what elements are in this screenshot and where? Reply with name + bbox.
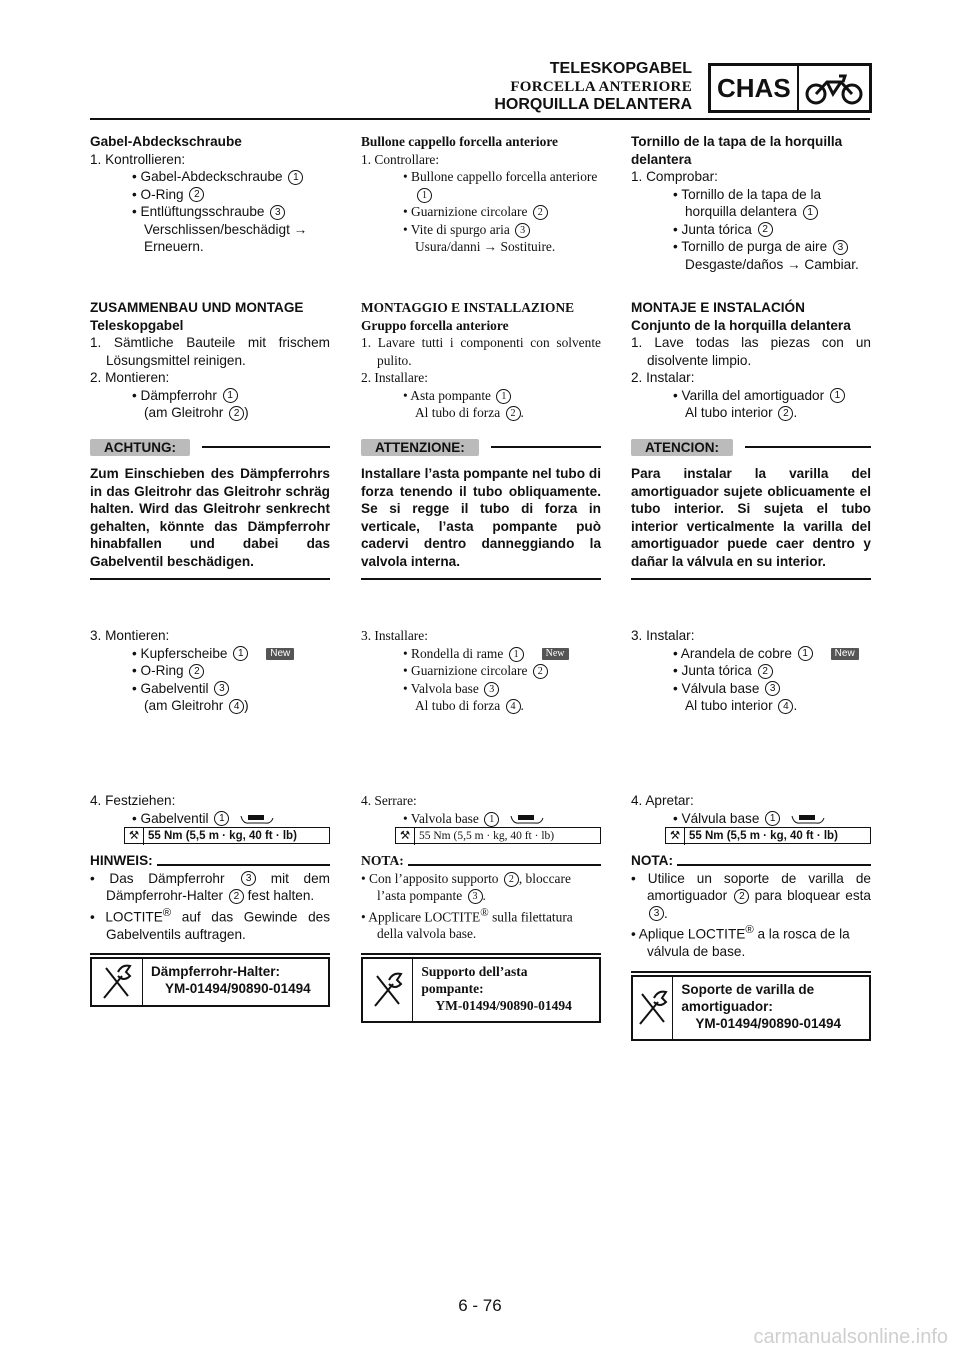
de-s2-item-note: (am Gleitrohr 2 ) xyxy=(144,405,249,420)
de-section2-subtitle: Teleskopgabel xyxy=(90,317,184,333)
es-s1-item3: • Tornillo de purga de aire 3 xyxy=(631,238,871,256)
es-caution-text: Para instalar la varilla del amortiguador sujete oblicuamente el tubo interior. Si sujeta el tubo interior verticalmente la varilla del amortiguador puede caer dentro y dañar la válvula en su interior. xyxy=(631,466,871,569)
de-s2-step2: 2. Montieren: xyxy=(90,370,170,385)
de-s1-item1: • Gabel-Abdeckschraube 1 xyxy=(90,168,330,186)
it-s4-step: 4. Serrare: xyxy=(361,793,417,808)
torque-wrench-icon xyxy=(239,812,275,826)
de-s3-step: 3. Montieren: xyxy=(90,628,170,643)
es-caution-label: ATENCION: xyxy=(631,439,733,456)
es-s1-result: Desgaste/daños → Cambiar. xyxy=(685,256,859,272)
de-section2-title: ZUSAMMENBAU UND MONTAGE xyxy=(90,300,304,315)
wrench-icon: ⚒ xyxy=(666,828,685,845)
de-torque-spec: ⚒ 55 Nm (5,5 m · kg, 40 ft · lb) xyxy=(124,827,330,844)
header-title-de: TELESKOPGABEL xyxy=(549,60,692,77)
es-s3-note: Al tubo interior 4 . xyxy=(685,698,798,713)
it-tool-code: YM-01494/90890-01494 xyxy=(435,998,572,1013)
it-note-box xyxy=(361,852,601,955)
es-s2-step2: 2. Instalar: xyxy=(631,370,695,385)
de-tool-code: YM-01494/90890-01494 xyxy=(165,981,311,996)
column-it xyxy=(361,133,601,256)
motorcycle-icon xyxy=(799,66,869,110)
de-s3-item2: • O-Ring 2 xyxy=(90,662,330,680)
de-s1-item2: • O-Ring 2 xyxy=(90,186,330,204)
it-tool-box xyxy=(361,957,601,1023)
column-es xyxy=(631,133,871,273)
column-es-step4 xyxy=(631,792,871,973)
header-title-it: FORCELLA ANTERIORE xyxy=(510,79,692,95)
new-badge: New xyxy=(831,648,859,660)
es-torque-spec: ⚒ 55 Nm (5,5 m · kg, 40 ft · lb) xyxy=(665,827,871,844)
watermark: carmanualsonline.info xyxy=(753,1326,948,1348)
es-tool-code: YM-01494/90890-01494 xyxy=(695,1016,841,1031)
es-s3-step: 3. Instalar: xyxy=(631,628,695,643)
es-note-label: NOTA: xyxy=(631,853,674,868)
es-s1-step: 1. Comprobar: xyxy=(631,169,718,184)
it-s1-item1: • Bullone cappello forcella anteriore 1 xyxy=(403,169,598,201)
page-number: 6 - 76 xyxy=(458,1296,502,1315)
de-s1-step: 1. Kontrollieren: xyxy=(90,151,186,167)
it-s2-item-note: Al tubo di forza 2 . xyxy=(415,405,524,420)
it-s3-item3: • Valvola base 3 xyxy=(361,680,601,698)
header-title-es: HORQUILLA DELANTERA xyxy=(494,96,692,113)
es-s4-step: 4. Apretar: xyxy=(631,793,694,808)
it-s1-result: Usura/danni → Sostituire. xyxy=(415,239,556,254)
column-de-step3 xyxy=(90,627,330,715)
de-s3-item1: • Kupferscheibe 1 New xyxy=(90,645,330,663)
wrench-icon: ⚒ xyxy=(396,828,415,845)
es-caution-box xyxy=(631,437,871,580)
es-s1-item2: • Junta tórica 2 xyxy=(631,221,871,239)
it-torque-spec: ⚒ 55 Nm (5,5 m · kg, 40 ft · lb) xyxy=(395,827,601,844)
it-s1-item3: • Vite di spurgo aria 3 xyxy=(361,221,601,239)
de-s4-item: • Gabelventil 1 xyxy=(90,810,330,828)
es-tool-box xyxy=(631,975,871,1041)
de-note-item2: • LOCTITE® auf das Gewinde des Gabelventils auftragen. xyxy=(90,906,330,942)
column-es-assembly xyxy=(631,299,871,422)
es-s2-item-note: Al tubo interior 2 . xyxy=(685,405,798,420)
it-s3-note: Al tubo di forza 4 . xyxy=(415,698,524,713)
es-s1-item1: • Tornillo de la tapa de la horquilla delantera 1 xyxy=(673,186,822,219)
wrench-icon: ⚒ xyxy=(125,828,144,845)
section-badge-label: CHAS xyxy=(711,66,799,110)
de-note-item1: • Das Dämpferrohr 3 mit dem Dämpferrohr-Halter 2 fest halten. xyxy=(90,870,330,903)
de-s2-step1: 1. Sämtliche Bauteile mit frischem Lösungsmittel reinigen. xyxy=(90,335,330,368)
de-caution-text: Zum Einschieben des Dämpferrohrs in das Gleitrohr das Gleitrohr schräg halten. Wird das Gleitrohr senkrecht gehalten, könnte das Dämpferrohr hinabfallen und dabei das Gabelventil beschädigen. xyxy=(90,466,330,569)
special-tool-icon xyxy=(363,959,413,1021)
es-s4-item: • Válvula base 1 xyxy=(631,810,871,828)
it-s3-item2: • Guarnizione circolare 2 xyxy=(361,662,601,680)
es-note-item2: • Aplique LOCTITE® a la rosca de la válvula de base. xyxy=(631,924,850,960)
de-caution-box xyxy=(90,437,330,580)
it-s1-item2: • Guarnizione circolare 2 xyxy=(361,203,601,221)
de-tool-title: Dämpferrohr-Halter: xyxy=(151,964,281,979)
es-s2-item: • Varilla del amortiguador 1 xyxy=(631,387,871,405)
it-caution-box xyxy=(361,437,601,580)
it-s2-item: • Asta pompante 1 xyxy=(361,387,601,405)
es-s3-item3: • Válvula base 3 xyxy=(631,680,871,698)
it-s2-step1: 1. Lavare tutti i componenti con solvente pulito. xyxy=(361,335,601,368)
de-section1-title: Gabel-Abdeckschraube xyxy=(90,134,242,149)
column-it-assembly xyxy=(361,299,601,422)
de-tool-box xyxy=(90,957,330,1007)
section-badge xyxy=(708,63,872,113)
de-note-label: HINWEIS: xyxy=(90,853,153,868)
de-note-box xyxy=(90,852,330,955)
es-tool-title: Soporte de varilla de amortiguador: xyxy=(681,982,815,1014)
it-s4-item: • Valvola base 1 xyxy=(361,810,601,828)
special-tool-icon xyxy=(633,977,673,1039)
de-s1-result1: Verschlissen/beschädigt → xyxy=(144,221,308,237)
de-s1-item3: • Entlüftungsschraube 3 xyxy=(90,203,330,221)
column-it-step3 xyxy=(361,627,601,715)
de-s4-step: 4. Festziehen: xyxy=(90,793,176,808)
it-s2-step2: 2. Installare: xyxy=(361,370,428,385)
it-s1-step: 1. Controllare: xyxy=(361,151,440,167)
torque-wrench-icon xyxy=(790,812,826,826)
new-badge: New xyxy=(542,648,569,660)
it-caution-label: ATTENZIONE: xyxy=(361,439,479,456)
it-note-item1: • Con l’apposito supporto 2 , bloccare l’asta pompante 3 . xyxy=(361,870,571,903)
it-section1-title: Bullone cappello forcella anteriore xyxy=(361,134,558,149)
header-rule xyxy=(90,118,870,120)
es-note-item1: • Utilice un soporte de varilla de amortiguador 2 para bloquear esta 3 . xyxy=(631,870,871,921)
it-section2-title: MONTAGGIO E INSTALLAZIONE xyxy=(361,300,575,315)
es-section2-title: MONTAJE E INSTALACIÓN xyxy=(631,300,805,315)
new-badge: New xyxy=(266,648,294,660)
column-de-step4 xyxy=(90,792,330,955)
it-tool-title: Supporto dell’asta pompante: xyxy=(421,964,528,996)
it-s3-item1: • Rondella di rame 1 New xyxy=(361,645,601,663)
de-s3-item3: • Gabelventil 3 xyxy=(90,680,330,698)
it-caution-text: Installare l’asta pompante nel tubo di forza tenendo il tubo obliquamente. Se si regge il tubo di forza in verticale, l’asta pompante può cadervi dentro danneggiando la valvola interna. xyxy=(361,466,601,569)
it-s3-step: 3. Installare: xyxy=(361,628,428,643)
it-section2-subtitle: Gruppo forcella anteriore xyxy=(361,317,509,333)
column-it-step4 xyxy=(361,792,601,955)
column-de-assembly xyxy=(90,299,330,422)
de-s3-note: (am Gleitrohr 4 ) xyxy=(144,698,249,713)
torque-wrench-icon xyxy=(509,812,545,826)
es-s3-item1: • Arandela de cobre 1 New xyxy=(631,645,871,663)
column-es-step3 xyxy=(631,627,871,715)
es-section2-subtitle: Conjunto de la horquilla delantera xyxy=(631,317,851,333)
de-s2-item: • Dämpferrohr 1 xyxy=(90,387,330,405)
es-section1-title: Tornillo de la tapa de la horquilla delantera xyxy=(631,134,843,167)
de-caution-label: ACHTUNG: xyxy=(90,439,190,456)
es-s3-item2: • Junta tórica 2 xyxy=(631,662,871,680)
de-s1-result2: Erneuern. xyxy=(144,239,204,254)
special-tool-icon xyxy=(92,959,143,1005)
es-s2-step1: 1. Lave todas las piezas con un disolvente limpio. xyxy=(631,335,871,368)
it-note-label: NOTA: xyxy=(361,853,404,868)
es-note-box xyxy=(631,852,871,973)
column-de xyxy=(90,133,330,256)
page-header-titles xyxy=(494,60,692,114)
it-note-item2: • Applicare LOCTITE® sulla filettatura della valvola base. xyxy=(361,906,573,942)
